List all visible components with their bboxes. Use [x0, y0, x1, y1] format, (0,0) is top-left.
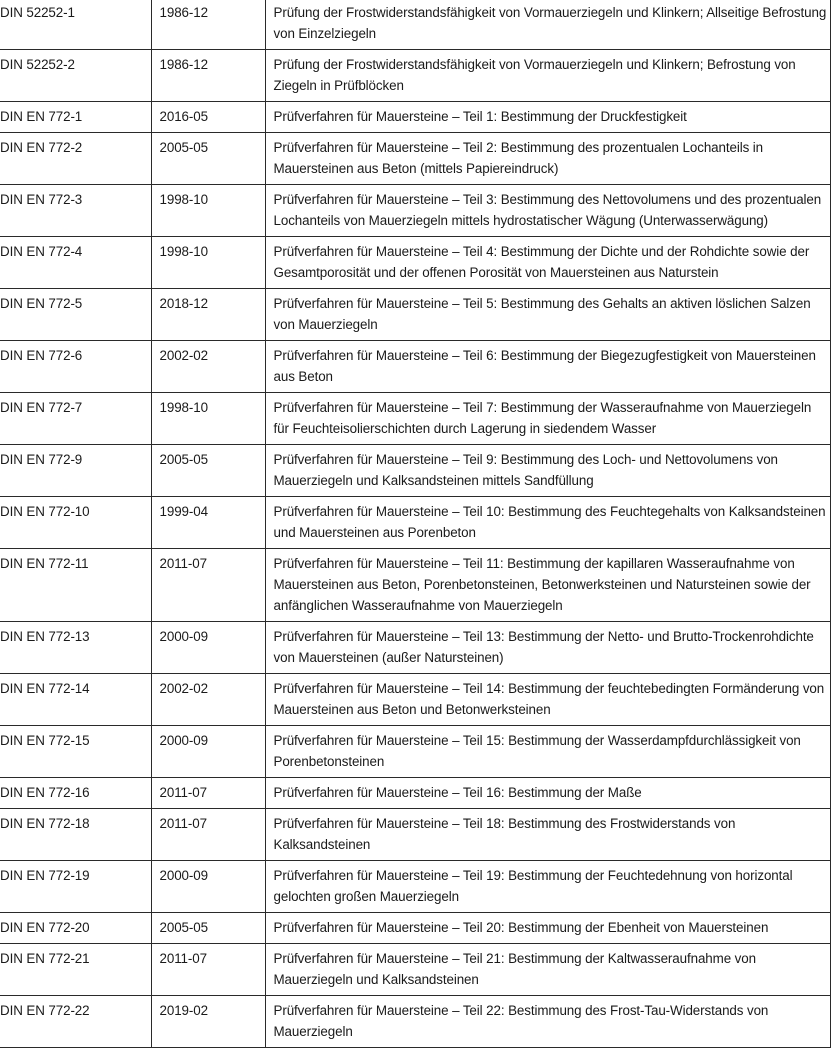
norm-date: 2011-07 [151, 944, 265, 996]
norm-date: 2018-12 [151, 289, 265, 341]
table-row [0, 445, 830, 497]
norm-number: DIN EN 772-21 [0, 944, 151, 996]
table-row [0, 50, 830, 102]
norm-title: Prüfverfahren für Mauersteine – Teil 14: Bestimmung der feuchtebedingten Formänderung von Mauersteinen aus Beton und Betonwerksteinen [265, 674, 830, 726]
table-row [0, 622, 830, 674]
table-row [0, 944, 830, 996]
table-row [0, 289, 830, 341]
table-row [0, 237, 830, 289]
table-row [0, 393, 830, 445]
norm-date: 2002-02 [151, 341, 265, 393]
norm-number: DIN 52252-2 [0, 50, 151, 102]
norm-date: 2011-07 [151, 778, 265, 809]
table-row [0, 0, 830, 50]
norm-date: 2005-05 [151, 133, 265, 185]
norm-number: DIN EN 772-13 [0, 622, 151, 674]
norm-number: DIN EN 772-10 [0, 497, 151, 549]
norm-date: 1986-12 [151, 50, 265, 102]
norm-date: 2019-02 [151, 996, 265, 1048]
norm-date: 1998-10 [151, 185, 265, 237]
norm-title: Prüfverfahren für Mauersteine – Teil 18: Bestimmung des Frostwiderstands von Kalksandsteinen [265, 809, 830, 861]
norm-number: DIN EN 772-2 [0, 133, 151, 185]
norm-number: DIN EN 772-1 [0, 102, 151, 133]
table-row [0, 809, 830, 861]
norm-date: 2011-07 [151, 809, 265, 861]
norm-title: Prüfverfahren für Mauersteine – Teil 3: Bestimmung des Nettovolumens und des prozentualen Lochanteils von Mauerziegeln mittels hydrostatischer Wägung (Unterwasserwägung) [265, 185, 830, 237]
norm-number: DIN EN 772-18 [0, 809, 151, 861]
norm-number: DIN EN 772-14 [0, 674, 151, 726]
norm-number: DIN EN 772-11 [0, 549, 151, 622]
norm-number: DIN EN 772-7 [0, 393, 151, 445]
norm-number: DIN EN 772-6 [0, 341, 151, 393]
norm-date: 2000-09 [151, 861, 265, 913]
table-row [0, 996, 830, 1048]
norm-number: DIN EN 772-5 [0, 289, 151, 341]
table-row [0, 726, 830, 778]
norm-number: DIN 52252-1 [0, 0, 151, 50]
norm-title: Prüfverfahren für Mauersteine – Teil 9: Bestimmung des Loch- und Nettovolumens von Mauerziegeln und Kalksandsteinen mittels Sandfüllung [265, 445, 830, 497]
table-row [0, 913, 830, 944]
norm-date: 2011-07 [151, 549, 265, 622]
norm-title: Prüfverfahren für Mauersteine – Teil 7: Bestimmung der Wasseraufnahme von Mauerziegeln für Feuchteisolierschichten durch Lagerung in siedendem Wasser [265, 393, 830, 445]
norm-date: 2000-09 [151, 622, 265, 674]
norm-number: DIN EN 772-9 [0, 445, 151, 497]
norm-title: Prüfverfahren für Mauersteine – Teil 15: Bestimmung der Wasserdampfdurchlässigkeit von Porenbetonsteinen [265, 726, 830, 778]
norm-title: Prüfverfahren für Mauersteine – Teil 6: Bestimmung der Biegezugfestigkeit von Mauersteinen aus Beton [265, 341, 830, 393]
norm-title: Prüfverfahren für Mauersteine – Teil 10: Bestimmung des Feuchtegehalts von Kalksandsteinen und Mauersteinen aus Porenbeton [265, 497, 830, 549]
norm-date: 1986-12 [151, 0, 265, 50]
norm-title: Prüfverfahren für Mauersteine – Teil 16: Bestimmung der Maße [265, 778, 830, 809]
table-row [0, 861, 830, 913]
norm-title: Prüfverfahren für Mauersteine – Teil 22: Bestimmung des Frost-Tau-Widerstands von Mauerziegeln [265, 996, 830, 1048]
norm-date: 2002-02 [151, 674, 265, 726]
norm-date: 2016-05 [151, 102, 265, 133]
norm-number: DIN EN 772-16 [0, 778, 151, 809]
norm-title: Prüfverfahren für Mauersteine – Teil 20: Bestimmung der Ebenheit von Mauersteinen [265, 913, 830, 944]
norm-title: Prüfverfahren für Mauersteine – Teil 2: Bestimmung des prozentualen Lochanteils in Mauersteinen aus Beton (mittels Papiereindruck) [265, 133, 830, 185]
norm-number: DIN EN 772-22 [0, 996, 151, 1048]
norm-date: 1999-04 [151, 497, 265, 549]
norm-number: DIN EN 772-4 [0, 237, 151, 289]
table-row [0, 674, 830, 726]
norm-title: Prüfverfahren für Mauersteine – Teil 21: Bestimmung der Kaltwasseraufnahme von Mauerziegeln und Kalksandsteinen [265, 944, 830, 996]
norm-date: 1998-10 [151, 237, 265, 289]
table-row [0, 549, 830, 622]
norm-number: DIN EN 772-20 [0, 913, 151, 944]
norm-number: DIN EN 772-3 [0, 185, 151, 237]
table-row [0, 185, 830, 237]
table-row [0, 778, 830, 809]
norm-date: 2005-05 [151, 445, 265, 497]
norm-date: 2005-05 [151, 913, 265, 944]
norm-number: DIN EN 772-19 [0, 861, 151, 913]
norm-title: Prüfverfahren für Mauersteine – Teil 5: Bestimmung des Gehalts an aktiven löslichen Salzen von Mauerziegeln [265, 289, 830, 341]
norm-date: 1998-10 [151, 393, 265, 445]
norm-date: 2000-09 [151, 726, 265, 778]
table-row [0, 102, 830, 133]
norm-title: Prüfverfahren für Mauersteine – Teil 4: Bestimmung der Dichte und der Rohdichte sowie der Gesamtporosität und der offenen Porosität von Mauersteinen aus Naturstein [265, 237, 830, 289]
norm-title: Prüfverfahren für Mauersteine – Teil 11: Bestimmung der kapillaren Wasseraufnahme von Mauersteinen aus Beton, Porenbetonsteinen, Betonwerksteinen und Natursteinen sowie der anfänglichen Wasseraufnahme von Mauerziegeln [265, 549, 830, 622]
table-row [0, 133, 830, 185]
norm-title: Prüfung der Frostwiderstandsfähigkeit von Vormauerziegeln und Klinkern; Befrostung von Ziegeln in Prüfblöcken [265, 50, 830, 102]
table-row [0, 341, 830, 393]
table-row [0, 497, 830, 549]
norm-number: DIN EN 772-15 [0, 726, 151, 778]
norm-title: Prüfverfahren für Mauersteine – Teil 19: Bestimmung der Feuchtedehnung von horizontal gelochten großen Mauerziegeln [265, 861, 830, 913]
norm-title: Prüfung der Frostwiderstandsfähigkeit von Vormauerziegeln und Klinkern; Allseitige Befrostung von Einzelziegeln [265, 0, 830, 50]
norm-title: Prüfverfahren für Mauersteine – Teil 13: Bestimmung der Netto- und Brutto-Trockenrohdichte von Mauersteinen (außer Natursteinen) [265, 622, 830, 674]
norm-title: Prüfverfahren für Mauersteine – Teil 1: Bestimmung der Druckfestigkeit [265, 102, 830, 133]
